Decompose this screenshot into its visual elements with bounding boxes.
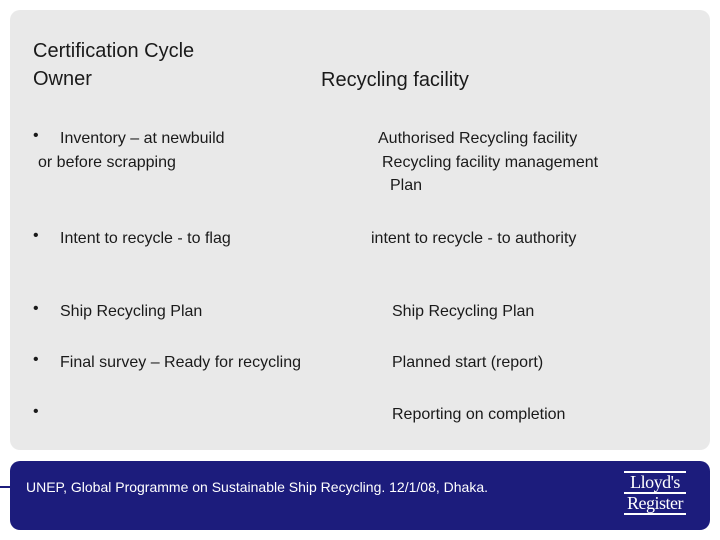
- bullet: •: [33, 127, 39, 144]
- facility-item-intent: intent to recycle - to authority: [371, 230, 577, 247]
- owner-item-inventory: Inventory – at newbuild: [60, 130, 225, 147]
- facility-item-plan-doc: Ship Recycling Plan: [392, 303, 535, 320]
- bullet: •: [33, 403, 39, 420]
- owner-header-line2: Owner: [33, 68, 92, 90]
- facility-item-start: Planned start (report): [392, 354, 544, 371]
- bullet: •: [33, 351, 39, 368]
- owner-header: [33, 37, 194, 93]
- bullet: •: [33, 300, 39, 317]
- logo-word-lloyds: Lloyd's: [630, 472, 680, 492]
- owner-item-survey: Final survey – Ready for recycling: [60, 354, 301, 371]
- facility-header: Recycling facility: [321, 69, 469, 91]
- facility-item-completion: Reporting on completion: [392, 406, 566, 423]
- facility-item-management: Recycling facility management: [382, 154, 599, 171]
- owner-item-intent: Intent to recycle - to flag: [60, 230, 231, 247]
- owner-item-plan: Ship Recycling Plan: [60, 303, 203, 320]
- owner-item-inventory-cont: or before scrapping: [38, 154, 176, 171]
- footer-citation: UNEP, Global Programme on Sustainable Ship Recycling. 12/1/08, Dhaka.: [26, 479, 488, 495]
- facility-item-authorised: Authorised Recycling facility: [378, 130, 578, 147]
- facility-item-plan: Plan: [390, 177, 423, 194]
- logo-word-register: Register: [627, 493, 683, 513]
- footer-bar: [10, 461, 710, 530]
- logo-rule-bottom: [624, 513, 686, 515]
- bullet: •: [33, 227, 39, 244]
- lloyds-register-logo: [620, 471, 690, 523]
- owner-header-line1: Certification Cycle: [33, 40, 195, 62]
